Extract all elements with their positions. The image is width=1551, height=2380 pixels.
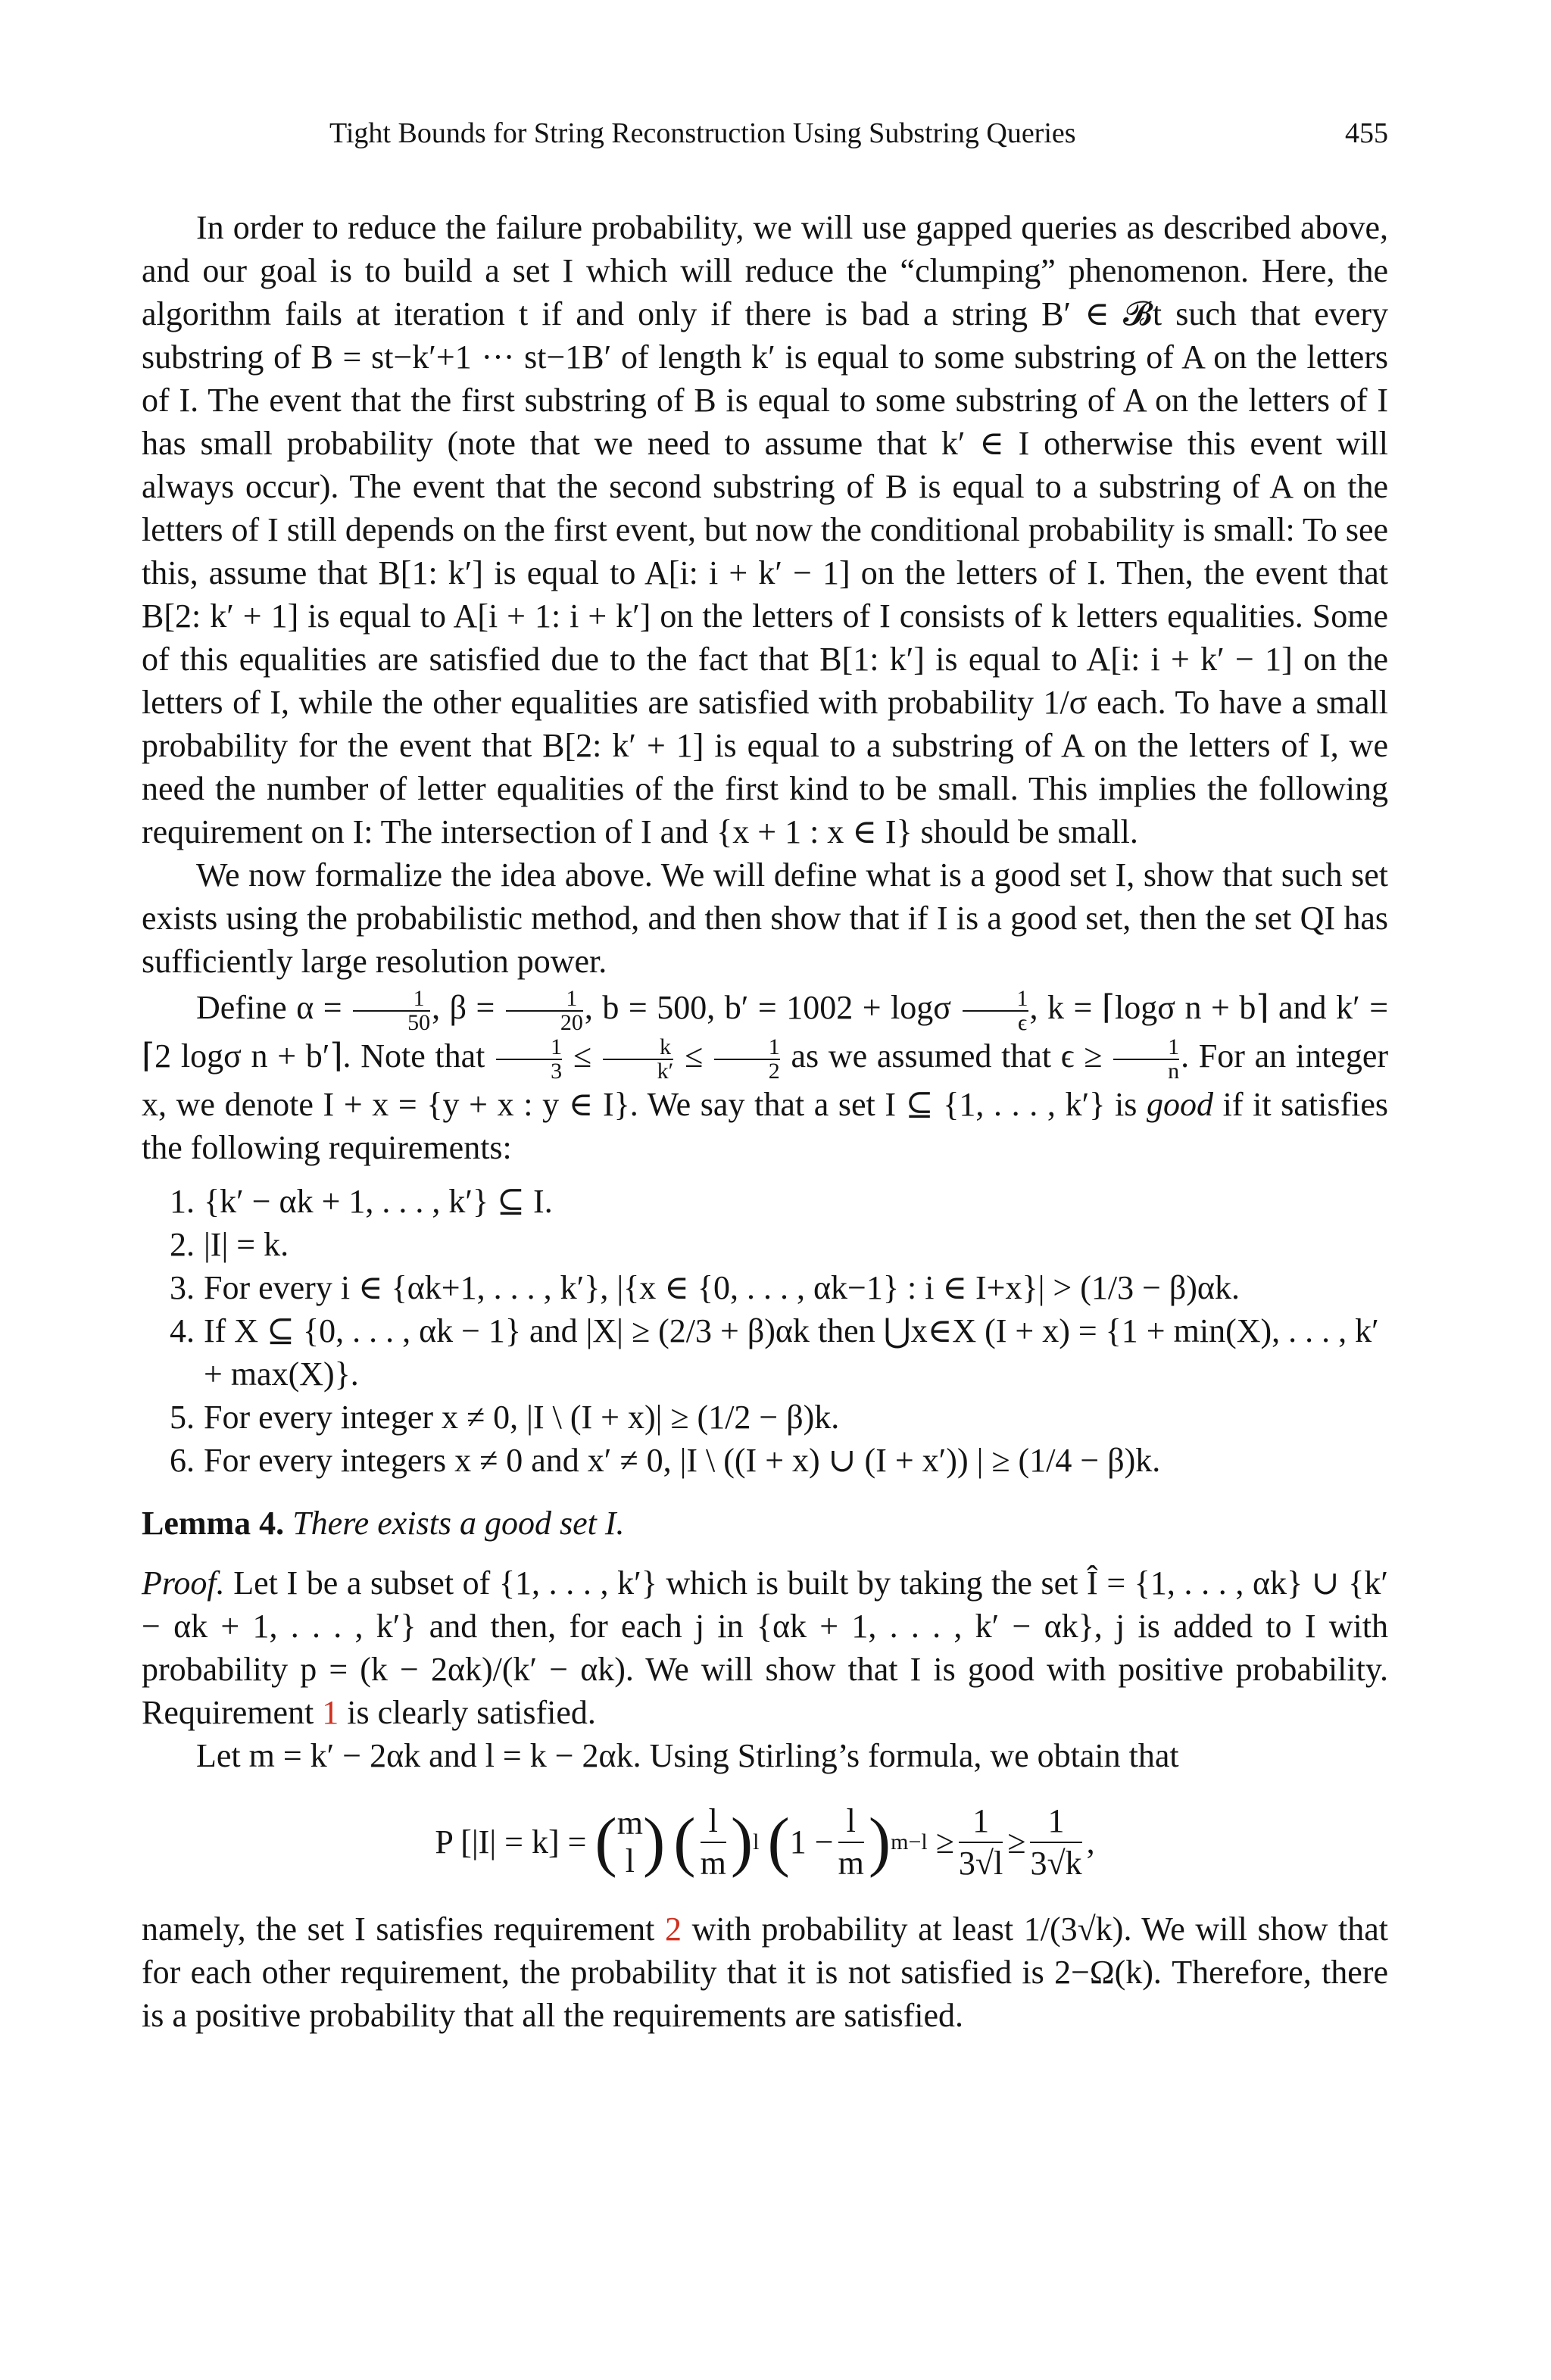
right-paren: ): [868, 1804, 891, 1879]
one-over-3-sqrt-k-fraction: [1030, 1801, 1081, 1884]
left-paren: (: [767, 1804, 790, 1879]
exponent-m-minus-l: m−l: [891, 1829, 928, 1855]
half-fraction: [714, 1036, 780, 1083]
eps-fraction: [963, 987, 1028, 1034]
list-item: [142, 1180, 1388, 1223]
good-rest-text: if it satisfies the following requirements:: [142, 1085, 1389, 1166]
requirement-number: 2.: [170, 1225, 195, 1263]
one-over-3-sqrt-l-fraction: [959, 1801, 1003, 1884]
kk-num: k: [659, 1034, 671, 1059]
list-item: [142, 1396, 1388, 1439]
integer-definition: integer x, we denote I + x = {y + x : y ∈ I}. We say that a set I ⊆ {1, . . . , k′}: [142, 1037, 1389, 1123]
eps-den: ϵ: [963, 1010, 1028, 1034]
alpha-eq: α =: [296, 989, 342, 1026]
good-term: good: [1147, 1085, 1213, 1123]
exponent-l: l: [753, 1829, 760, 1855]
n-num: 1: [1168, 1034, 1180, 1059]
alpha-fraction: [353, 987, 430, 1034]
half-den: 2: [714, 1059, 780, 1083]
left-paren: (: [673, 1804, 696, 1879]
f2-num: l: [846, 1801, 856, 1839]
beta-den: 20: [506, 1010, 583, 1034]
n-den: n: [1113, 1059, 1179, 1083]
proof-text-a: Let I be a subset of {1, . . . , k′} which is built by taking the set Î = {1, . . . , αk} ∪ {k′ − αk + 1, . . . , k′} and then, for each j in {αk + 1, . . . , k′ − αk}, j is added to I with probability p = (k − 2αk)/(k′ − αk). We will show that I is good with positive probability. Requirement: [142, 1564, 1388, 1731]
third-num: 1: [551, 1034, 563, 1059]
requirement-text: For every i ∈ {αk+1, . . . , k′}, |{x ∈ {0, . . . , αk−1} : i ∈ I+x}| > (1/3 − β)αk.: [204, 1268, 1240, 1306]
lemma-label: Lemma 4.: [142, 1504, 285, 1542]
conclusion-paragraph: [142, 1907, 1388, 2037]
requirement-number: 3.: [170, 1268, 195, 1306]
r2-den: 3√k: [1030, 1842, 1081, 1884]
requirement-text: |I| = k.: [204, 1225, 289, 1263]
list-item: [142, 1439, 1388, 1482]
left-paren: (: [594, 1804, 617, 1879]
requirement-text: For every integer x ≠ 0, |I \ (I + x)| ≥ (1/2 − β)k.: [204, 1398, 840, 1436]
binomial-coefficient: [617, 1804, 643, 1880]
proof-label: Proof.: [142, 1564, 225, 1602]
one-minus: 1 −: [789, 1823, 834, 1861]
requirement-number: 5.: [170, 1398, 195, 1436]
ge-sign-2: ≥: [1007, 1823, 1026, 1861]
ge-sign-1: ≥: [935, 1823, 954, 1861]
list-item: [142, 1223, 1388, 1266]
requirement-text: {k′ − αk + 1, . . . , k′} ⊆ I.: [204, 1182, 553, 1220]
third-den: 3: [496, 1059, 562, 1083]
beta-eq: , β =: [432, 989, 495, 1026]
le-sign-2: ≤: [684, 1037, 704, 1075]
requirement-number: 4.: [170, 1312, 195, 1349]
lemma-4: [142, 1502, 1388, 1545]
page-number: 455: [1345, 117, 1388, 149]
list-item: [142, 1266, 1388, 1309]
beta-num: 1: [566, 985, 578, 1011]
requirement-number: 6.: [170, 1441, 195, 1479]
le-sign-1: ≤: [573, 1037, 591, 1075]
running-title: Tight Bounds for String Reconstruction Using Substring Queries: [329, 117, 1076, 149]
requirements-list: [142, 1180, 1388, 1482]
right-paren: ): [730, 1804, 754, 1879]
right-paren: ): [642, 1804, 666, 1879]
alpha-num: 1: [413, 985, 425, 1011]
l-over-m-fraction: [838, 1801, 864, 1884]
r2-num: 1: [1047, 1801, 1065, 1839]
paper-page: [142, 0, 1388, 2380]
lemma-statement: There exists a good set I.: [292, 1504, 625, 1542]
b-definition: , b = 500, b′ = 1002 + logσ: [584, 989, 952, 1026]
binom-top: m: [616, 1804, 643, 1842]
f1-num: l: [708, 1801, 718, 1839]
paragraph-formalize: We now formalize the idea above. We will define what is a good set I, show that such set exists using the probabilistic method, and then show that if I is a good set, then the set QI has sufficiently large resolution power.: [142, 856, 1388, 980]
list-item: [142, 1309, 1388, 1396]
requirement-2-link[interactable]: 2: [664, 1910, 682, 1948]
alpha-den: 50: [353, 1010, 430, 1034]
good-is-word: is: [1114, 1085, 1138, 1123]
equation-lhs: P [|I| = k] =: [435, 1823, 587, 1861]
requirement-1-link[interactable]: 1: [322, 1693, 339, 1731]
binom-bottom: l: [625, 1842, 635, 1879]
k-over-kprime-fraction: [603, 1036, 674, 1083]
third-fraction: [496, 1036, 562, 1083]
body-text: [142, 206, 1388, 2037]
equation-comma: ,: [1086, 1823, 1095, 1861]
assumption-text: as we assumed that ϵ ≥: [791, 1037, 1103, 1075]
one-over-n-fraction: [1113, 1036, 1179, 1083]
requirement-text: For every integers x ≠ 0 and x′ ≠ 0, |I \ ((I + x) ∪ (I + x′)) | ≥ (1/4 − β)k.: [204, 1441, 1161, 1479]
k-definition: , k = ⌈logσ n + b⌉ and: [1029, 989, 1327, 1026]
paragraph-clumping: In order to reduce the failure probability, we will use gapped queries as described above, and our goal is to build a set I which will reduce the “clumping” phenomenon. Here, the algorithm fails at iteration t if and only if there is bad a string B′ ∈ 𝓑t such that every substring of B = st−k′+1 ··· st−1B′ of length k′ is equal to some substring of A on the letters of I. The event that the first substring of B is equal to some substring of A on the letters of I has small probability (note that we need to assume that k′ ∈ I otherwise this event will always occur). The event that the second substring of B is equal to a substring of A on the letters of I still depends on the first event, but now the conditional probability is small: To see this, assume that B[1: k′] is equal to A[i: i + k′ − 1] on the letters of I. Then, the event that B[2: k′ + 1] is equal to A[i + 1: i + k′] on the letters of I consists of k letters equalities. Some of this equalities are satisfied due to the fact that B[1: k′] is equal to A[i: i + k′ − 1] on the letters of I, while the other equalities are satisfied with probability 1/σ each. To have a small probability for the event that B[2: k′ + 1] is equal to a substring of A on the letters of I, we need the number of letter equalities of the first kind to be small. This implies the following requirement on I: The intersection of I and {x + 1 : x ∈ I} should be small.: [142, 209, 1388, 850]
for-an-text: . For an: [1181, 1037, 1287, 1075]
requirement-text: If X ⊆ {0, . . . , αk − 1} and |X| ≥ (2/3 + β)αk then ⋃x∈X (I + x) = {1 + min(X), . . . , k′ + max(X)}.: [204, 1312, 1379, 1393]
f2-den: m: [838, 1842, 864, 1884]
proof-text-b: is clearly satisfied.: [347, 1693, 596, 1731]
proof-paragraph: [142, 1561, 1388, 1734]
define-word: Define: [196, 989, 287, 1026]
l-over-m-fraction: [701, 1801, 726, 1884]
kk-den: k′: [603, 1059, 674, 1083]
r1-den: 3√l: [959, 1842, 1003, 1884]
beta-fraction: [506, 987, 583, 1034]
stirling-paragraph: Let m = k′ − 2αk and l = k − 2αk. Using Stirling’s formula, we obtain that: [196, 1736, 1179, 1774]
kprime-definition: k′ = ⌈2 logσ n + b′⌉. Note that: [142, 989, 1389, 1075]
proof-text-d: with probability at least 1/(3√k). We will show that for each other requirement, the probability that it is not satisfied is 2−Ω(k). Therefore, there is a positive probability that all the requirements are satisfied.: [142, 1910, 1389, 2034]
proof-text-c: namely, the set I satisfies requirement: [142, 1910, 655, 1948]
eps-num: 1: [1016, 985, 1028, 1011]
f1-den: m: [701, 1842, 726, 1884]
half-num: 1: [768, 1034, 780, 1059]
probability-equation: [142, 1783, 1388, 1901]
r1-num: 1: [972, 1801, 990, 1839]
paragraph-definition: [142, 986, 1388, 1169]
requirement-number: 1.: [170, 1182, 195, 1220]
